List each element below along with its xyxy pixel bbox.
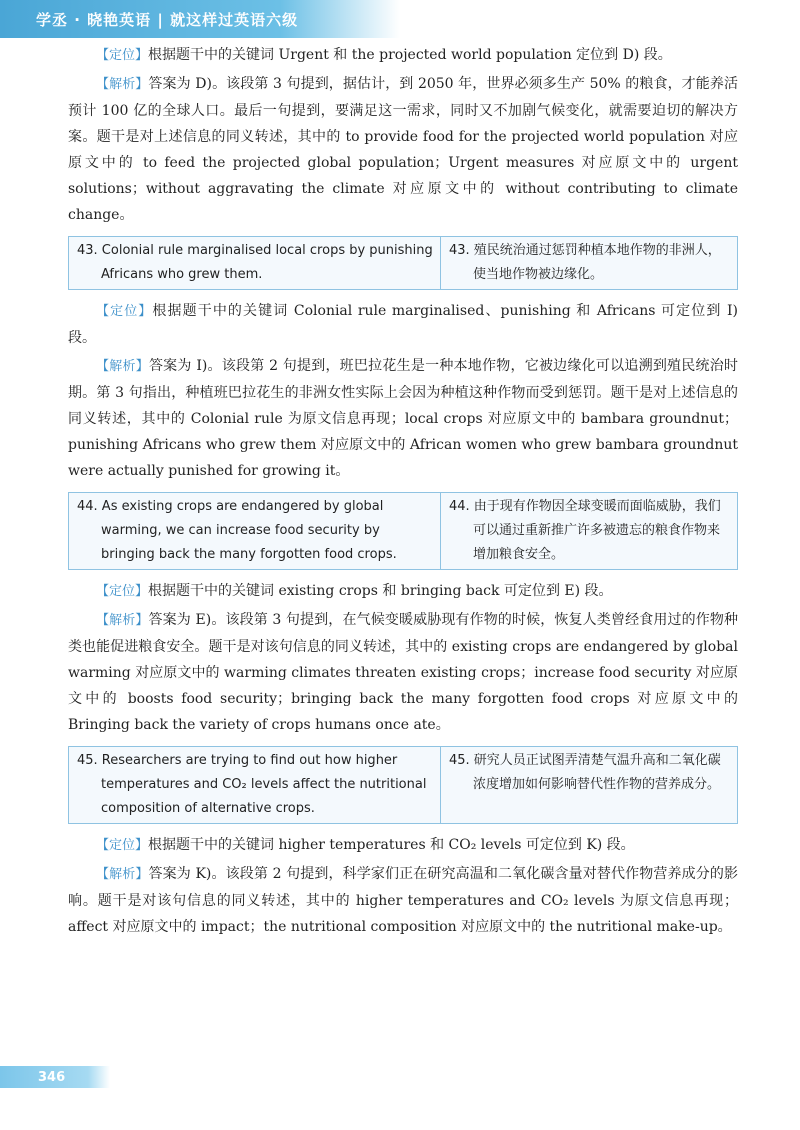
page-content (68, 42, 738, 942)
header-title: 学丞 · 晓艳英语 | 就这样过英语六级 (36, 10, 299, 29)
question-box-44 (68, 492, 738, 570)
analysis-text: 答案为 E)。该段第 3 句提到，在气候变暖威胁现有作物的时候，恢复人类曾经食用过的作物种类也能促进粮食安全。题干是对该句信息的同义转述，其中的 existing crops are endangered by global warming 对应原文中的 warming climates threaten existing crops；increase food security 对应原文中的 boosts food security；bringing back the many forgotten food crops 对应原文中的 Bringing back the variety of crops humans once ate。 (68, 612, 738, 733)
analysis-paragraph (68, 861, 738, 940)
analysis-text: 答案为 D)。该段第 3 句提到，据估计，到 2050 年，世界必须多生产 50% 的粮食，才能养活预计 100 亿的全球人口。最后一句提到，要满足这一需求，同时又不加剧气候变化，就需要迫切的解决方案。题干是对上述信息的同义转述，其中的 to provide food for the projected world population 对应原文中的 to feed the projected global population；Urgent measures 对应原文中的 urgent solutions；without aggravating the climate 对应原文中的 without contributing to climate change。 (68, 76, 738, 223)
locate-paragraph (68, 832, 738, 859)
question-box-45 (68, 746, 738, 824)
locate-tag: 【定位】 (96, 838, 149, 853)
locate-text: 根据题干中的关键词 Urgent 和 the projected world population 定位到 D) 段。 (148, 47, 672, 63)
analysis-text: 答案为 K)。该段第 2 句提到，科学家们正在研究高温和二氧化碳含量对替代作物营养成分的影响。题干是对该句信息的同义转述，其中的 higher temperatures and CO₂ levels 为原文信息再现；affect 对应原文中的 impact；the nutritional composition 对应原文中的 the nutritional make-up。 (68, 866, 738, 935)
analysis-tag: 【解析】 (96, 867, 149, 882)
page-number: 346 (38, 1069, 66, 1085)
locate-text: 根据题干中的关键词 Colonial rule marginalised、punishing 和 Africans 可定位到 I) 段。 (68, 303, 738, 346)
analysis-tag: 【解析】 (96, 613, 149, 628)
locate-paragraph (68, 578, 738, 605)
locate-text: 根据题干中的关键词 higher temperatures 和 CO₂ levels 可定位到 K) 段。 (148, 837, 635, 853)
locate-paragraph (68, 42, 738, 69)
locate-paragraph (68, 298, 738, 351)
question-en: 43. Colonial rule marginalised local crops by punishing Africans who grew them. (69, 237, 441, 289)
question-zh: 43. 殖民统治通过惩罚种植本地作物的非洲人，使当地作物被边缘化。 (449, 243, 721, 282)
locate-tag: 【定位】 (96, 584, 149, 599)
analysis-text: 答案为 I)。该段第 2 句提到，班巴拉花生是一种本地作物，它被边缘化可以追溯到殖民统治时期。第 3 句指出，种植班巴拉花生的非洲女性实际上会因为种植这种作物而受到惩罚。题干是对上述信息的同义转述，其中的 Colonial rule 为原文信息再现；local crops 对应原文中的 bambara groundnut；punishing Africans who grew them 对应原文中的 African women who grew bambara groundnut were actually punished for growing it。 (68, 358, 738, 479)
header-bar (0, 0, 400, 38)
question-en: 45. Researchers are trying to find out how higher temperatures and CO₂ levels affect the nutritional composition of alternative crops. (69, 747, 441, 823)
analysis-tag: 【解析】 (96, 359, 149, 374)
question-box-43 (68, 236, 738, 290)
locate-tag: 【定位】 (96, 304, 153, 319)
analysis-tag: 【解析】 (96, 77, 149, 92)
page-number-bar (0, 1066, 110, 1088)
analysis-paragraph (68, 607, 738, 738)
question-zh: 45. 研究人员正试图弄清楚气温升高和二氧化碳浓度增加如何影响替代性作物的营养成分。 (449, 753, 721, 792)
analysis-paragraph (68, 353, 738, 484)
question-en: 44. As existing crops are endangered by global warming, we can increase food security by bringing back the many forgotten food crops. (69, 493, 441, 569)
locate-tag: 【定位】 (96, 48, 149, 63)
question-zh: 44. 由于现有作物因全球变暖而面临威胁，我们可以通过重新推广许多被遗忘的粮食作物来增加粮食安全。 (449, 499, 721, 562)
locate-text: 根据题干中的关键词 existing crops 和 bringing back 可定位到 E) 段。 (148, 583, 613, 599)
analysis-paragraph (68, 71, 738, 228)
